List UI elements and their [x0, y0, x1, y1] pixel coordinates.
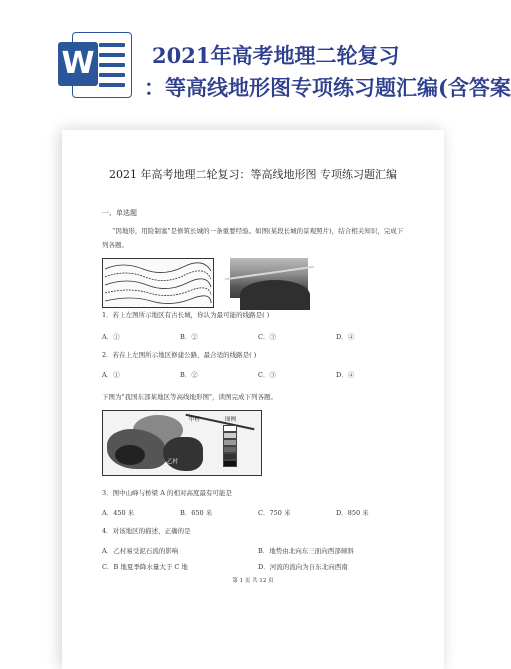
- q3-option-c: C．750 米: [258, 509, 291, 517]
- map-legend: [221, 415, 257, 471]
- q4-option-b: B．地势由北向东三面向西部倾斜: [258, 547, 354, 555]
- q2-option-a: A．①: [102, 371, 120, 379]
- preview-title-line2: ：等高线地形图专项练习题汇编(含答案: [144, 75, 511, 100]
- q1-option-b: B．②: [180, 333, 198, 341]
- question-1: 1．若上左图所示地区有古长城，你认为最可能的线路是( ): [102, 311, 270, 319]
- word-badge: W: [58, 42, 98, 86]
- q2-option-c: C．③: [258, 371, 276, 379]
- q3-option-d: D．850 米: [336, 509, 369, 517]
- q4-option-c: C．B 地夏季降水量大于 C 地: [102, 563, 188, 571]
- preview-title-line1: 2021年高考地理二轮复习: [152, 43, 400, 68]
- question-3: 3．图中山峰与桥梁 A 的相对高度最有可能是: [102, 489, 232, 497]
- document-page: [62, 130, 444, 669]
- contour-lines: [103, 259, 213, 307]
- map-label-village: 甲村: [189, 417, 201, 423]
- q4-option-a: A．乙村易受泥石流的影响: [102, 547, 179, 555]
- topographic-map-figure: [102, 410, 262, 476]
- intro-line-2: 列各题。: [102, 241, 128, 249]
- document-title: 2021 年高考地理二轮复习：等高线地形图 专项练习题汇编: [109, 168, 397, 181]
- q1-option-a: A．①: [102, 333, 120, 341]
- map-lead-text: 下图为"我国东部某地区等高线地形图"，读图完成下列各题。: [102, 393, 277, 401]
- preview-header: [0, 0, 511, 100]
- contour-map-figure: [102, 258, 214, 308]
- section-heading: 一、单选题: [102, 209, 137, 217]
- map-label-town: 乙村: [167, 459, 179, 465]
- question-2: 2．若在上左图所示地区修建公路，最合适的线路是( ): [102, 351, 257, 359]
- word-document-icon: [58, 32, 134, 100]
- page-footer: 第 1 页 共 12 页: [232, 578, 274, 584]
- q3-option-b: B．650 米: [180, 509, 213, 517]
- q3-option-a: A．450 米: [102, 509, 135, 517]
- q4-option-d: D．河流的流向为自东北向西南: [258, 563, 348, 571]
- great-wall-photo: [230, 258, 308, 298]
- legend-title: 图例: [225, 417, 237, 423]
- q2-option-d: D．④: [336, 371, 355, 379]
- q2-option-b: B．②: [180, 371, 198, 379]
- q1-option-c: C．③: [258, 333, 276, 341]
- intro-line-1: “因地形，用险制塞”是修筑长城的一条重要经验。如图(某段长城的景观照片)，结合相关知识，完成下: [112, 227, 404, 235]
- q1-option-d: D．④: [336, 333, 355, 341]
- question-4: 4．对该地区的描述，正确的是: [102, 527, 191, 535]
